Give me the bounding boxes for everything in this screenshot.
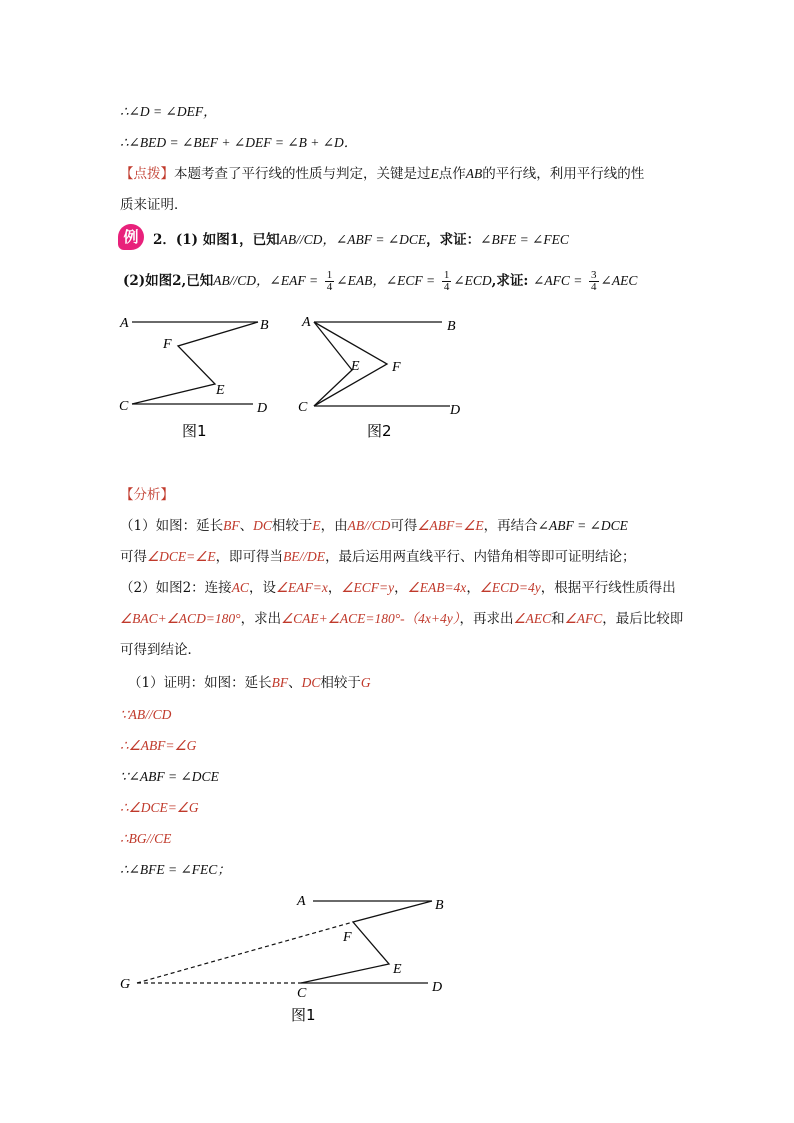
fraction-one-quarter-2: $\frac{1}{4}$ [443,269,450,293]
proof-line-bed: ∴∠BED = ∠BEF + ∠DEF = ∠B + ∠D． [120,135,358,150]
proof-step-5: ∴BG//CE [120,831,172,846]
fig2-label-d: D [450,403,461,418]
fig3-label-c: C [297,986,307,1001]
figure-2 [292,310,472,445]
fraction-three-quarters: $\frac{3}{4}$ [591,269,597,293]
proof-step-6: ∴∠BFE = ∠FEC； [120,862,231,877]
fig3-label-e: E [393,962,402,977]
question-2: (2)如图2,已知AB//CD，∠EAF = $\frac{1}{4}$ ∠EAB，∠ECF = $\frac{1}{4}$ ∠ECD,求证: ∠AFC = $\frac{3}{4}$ ∠AEC [123,269,638,293]
fig3-label-a: A [297,894,306,909]
tip-paragraph-cont: 质来证明． [120,197,188,213]
proof-step-2: ∴∠ABF=∠G [120,738,197,753]
fig1-caption: 图1 [182,422,207,440]
proof-step-3: ∵∠ABF = ∠DCE [120,769,219,784]
analysis-line-2: 可得∠DCE=∠E，即可得当BE//DE，最后运用两直线平行、内错角相等即可证明结论； [120,549,636,565]
fig1-label-a: A [120,316,129,331]
fig2-caption: 图2 [367,422,392,440]
proof-intro: （1）证明：如图：延长BF、DC相较于G [128,675,371,691]
fig3-caption: 图1 [291,1006,316,1024]
fig2-label-a: A [302,315,311,330]
proof-step-1: ∵AB//CD [120,707,172,722]
example-badge: 例 [118,224,144,250]
tip-label: 【点拨】 [120,166,174,182]
fig3-label-d: D [432,980,443,995]
fig3-label-f: F [343,930,352,945]
figure-1 [110,310,290,445]
analysis-line-3: （2）如图2：连接AC，设∠EAF=x，∠ECF=y，∠EAB=4x，∠ECD=4y，根据平行线性质得出 [120,580,676,596]
fig2-label-f: F [392,360,401,375]
fig1-label-b: B [260,318,269,333]
fig1-label-c: C [119,399,129,414]
proof-line-d-def: ∴∠D = ∠DEF， [120,104,217,119]
analysis-heading: 【分析】 [120,487,174,503]
proof-step-4: ∴∠DCE=∠G [120,800,199,815]
fraction-one-quarter: $\frac{1}{4}$ [326,269,333,293]
analysis-line-1: （1）如图：延长BF、DC相较于E，由AB//CD可得∠ABF=∠E，再结合∠ABF = ∠DCE [120,518,628,534]
analysis-line-4: ∠BAC+∠ACD=180°，求出∠CAE+∠ACE=180°-（4x+4y），再求出∠AEC和∠AFC，最后比较即 [120,611,684,627]
figure-1-extended [110,888,460,1038]
tip-paragraph: 【点拨】本题考查了平行线的性质与判定，关键是过E点作AB的平行线，利用平行线的性 [120,166,645,182]
fig3-label-b: B [435,898,444,913]
fig2-label-e: E [351,359,360,374]
fig1-label-e: E [216,383,225,398]
question-1: 2．(1) 如图1，已知AB//CD，∠ABF = ∠DCE，求证：∠BFE = ∠FEC [153,232,569,248]
analysis-line-5: 可得到结论． [120,642,201,658]
fig2-label-b: B [447,319,456,334]
fig3-label-g: G [120,977,131,992]
fig2-label-c: C [298,400,308,415]
fig1-label-d: D [257,401,268,416]
fig1-label-f: F [163,337,172,352]
